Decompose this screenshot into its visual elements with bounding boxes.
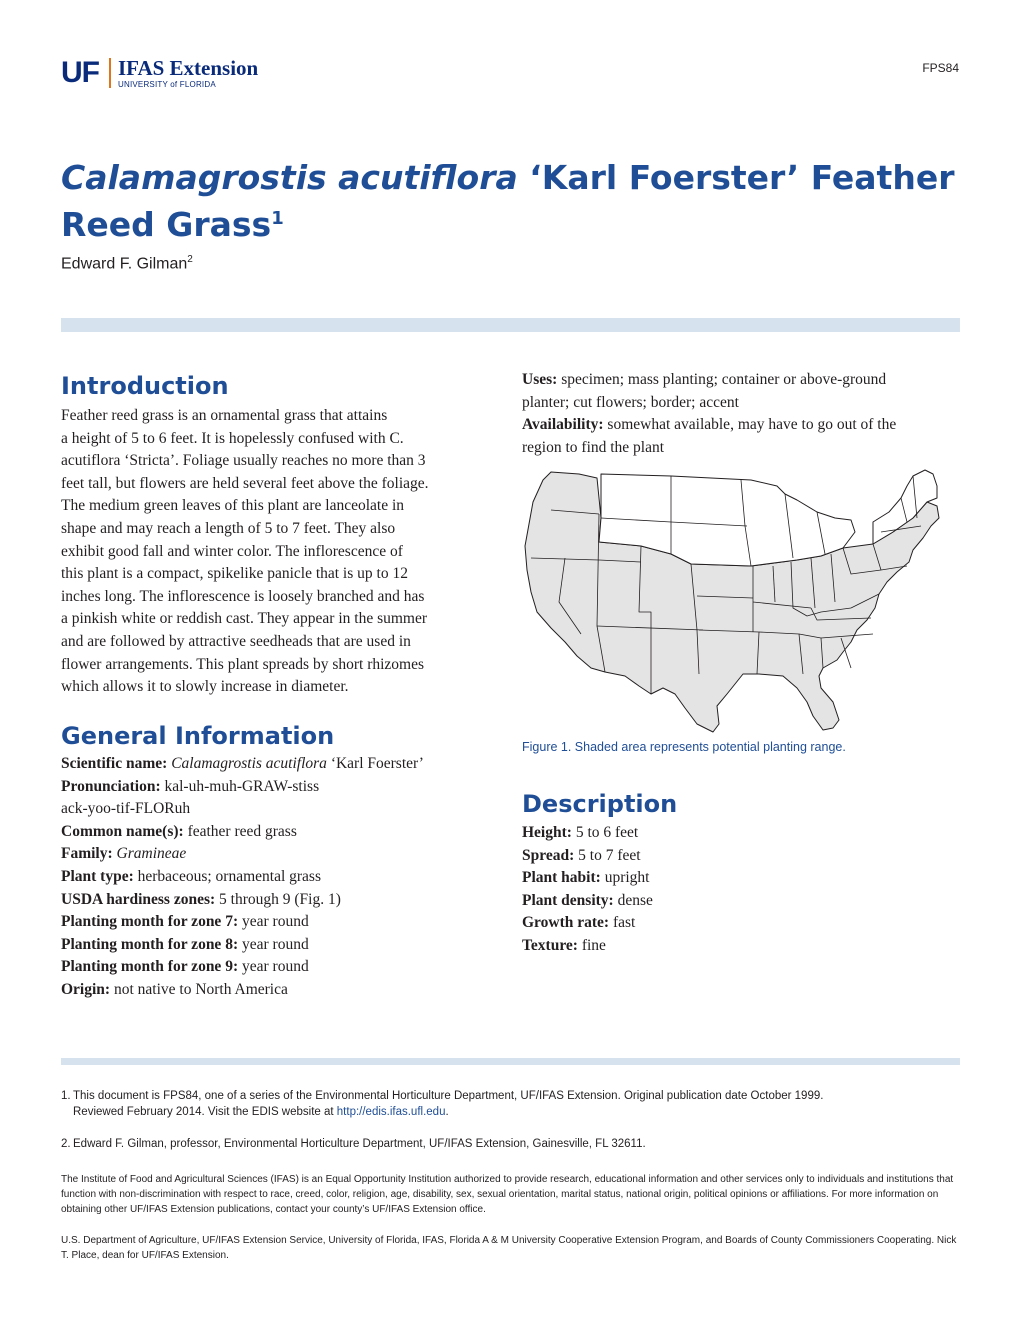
uses-availability bbox=[522, 369, 962, 459]
intro-line: feet tall, but flowers are held several feet above the foliage. bbox=[61, 474, 429, 492]
logo-university: UNIVERSITY of FLORIDA bbox=[118, 80, 216, 89]
title-scientific: Calamagrostis acutiflora bbox=[61, 158, 518, 197]
availability-row-2: region to find the plant bbox=[522, 438, 665, 456]
texture-label: Texture: bbox=[522, 936, 578, 954]
plant-density-row bbox=[522, 890, 962, 913]
document-number: FPS84 bbox=[922, 61, 959, 75]
us-map bbox=[525, 470, 939, 732]
spread-row bbox=[522, 845, 962, 868]
footnote-2 bbox=[61, 1136, 961, 1152]
plant-type-label: Plant type: bbox=[61, 867, 134, 885]
footnote-1 bbox=[61, 1088, 961, 1120]
zone8-label: Planting month for zone 8: bbox=[61, 935, 239, 953]
zone7-value: year round bbox=[241, 913, 309, 931]
spread-label: Spread: bbox=[522, 846, 575, 864]
footnote-2-text: Edward F. Gilman, professor, Environmental Horticulture Department, UF/IFAS Extension, Gainesville, FL 32611. bbox=[73, 1138, 646, 1150]
usda-statement: U.S. Department of Agriculture, UF/IFAS Extension Service, University of Florida, IFAS, Florida A & M University Cooperative Extension Program, and Boards of County Commissioners Cooperating. Nick T. Place, dean for UF/IFAS Extension. bbox=[61, 1235, 957, 1261]
footnote-2-number: 2. bbox=[61, 1138, 71, 1150]
growth-rate-row bbox=[522, 912, 962, 935]
equal-opportunity-statement: The Institute of Food and Agricultural Sciences (IFAS) is an Equal Opportunity Institution authorized to provide research, educational information and other services only to individuals and institutions that function with non-discrimination with respect to race, creed, color, religion, age, disability, sex, sexual orientation, marital status, national origin, political opinions or affiliations. For more information on obtaining other UF/IFAS Extension publications, contact your county’s UF/IFAS Extension office. bbox=[61, 1174, 954, 1215]
bottom-divider bbox=[61, 1058, 960, 1065]
common-name-row bbox=[61, 821, 501, 844]
intro-line: inches long. The inflorescence is loosely branched and has bbox=[61, 587, 425, 605]
intro-line: shape and may reach a length of 5 to 7 feet. They also bbox=[61, 519, 396, 537]
origin-row bbox=[61, 979, 501, 1002]
zone7-row bbox=[61, 911, 501, 934]
common-name-value: feather reed grass bbox=[187, 822, 297, 840]
general-information-list bbox=[61, 753, 501, 1002]
origin-value: not native to North America bbox=[113, 980, 288, 998]
author-footnote-mark: 2 bbox=[187, 254, 193, 265]
growth-rate-value: fast bbox=[612, 914, 636, 932]
intro-line: and are followed by attractive seedheads that are used in bbox=[61, 632, 411, 650]
plant-type-row bbox=[61, 866, 501, 889]
intro-line: exhibit good fall and winter color. The inflorescence of bbox=[61, 542, 403, 560]
cultivar-name: ‘Karl Foerster’ bbox=[326, 755, 424, 772]
plant-habit-row bbox=[522, 867, 962, 890]
author bbox=[61, 254, 193, 273]
intro-line: a pinkish white or reddish cast. They appear in the summer bbox=[61, 610, 428, 628]
uses-row bbox=[522, 369, 962, 392]
intro-line: Feather reed grass is an ornamental grass that attains bbox=[61, 407, 388, 424]
intro-line: which allows it to slowly increase in diameter. bbox=[61, 678, 349, 696]
pronunciation-label: Pronunciation: bbox=[61, 777, 161, 795]
zone7-label: Planting month for zone 7: bbox=[61, 913, 239, 931]
footnote-1-number: 1. bbox=[61, 1090, 71, 1102]
height-label: Height: bbox=[522, 824, 572, 841]
author-name: Edward F. Gilman bbox=[61, 255, 188, 273]
plant-type-value: herbaceous; ornamental grass bbox=[137, 867, 321, 885]
title-common: ‘Karl Foerster’ Feather Reed Grass bbox=[61, 158, 955, 244]
plant-density-value: dense bbox=[617, 891, 653, 909]
scientific-name-value: Calamagrostis acutiflora bbox=[171, 755, 327, 772]
uses-label: Uses: bbox=[522, 371, 558, 388]
availability-row bbox=[522, 414, 962, 437]
title-footnote-mark: 1 bbox=[271, 208, 284, 229]
zone8-row bbox=[61, 934, 501, 957]
zone9-label: Planting month for zone 9: bbox=[61, 958, 239, 976]
scientific-name-row bbox=[61, 753, 501, 776]
edis-link[interactable]: http://edis.ifas.ufl.edu bbox=[336, 1106, 446, 1118]
pronunciation-row-2: ack-yoo-tif-FLORuh bbox=[61, 800, 191, 818]
footnote-1-period: . bbox=[445, 1106, 449, 1118]
footnote-1-line-2 bbox=[61, 1104, 961, 1120]
zone8-value: year round bbox=[241, 935, 309, 953]
family-label: Family: bbox=[61, 845, 113, 863]
origin-label: Origin: bbox=[61, 980, 111, 998]
usda-zones-label: USDA hardiness zones: bbox=[61, 890, 216, 908]
availability-label: Availability: bbox=[522, 416, 604, 434]
spread-value: 5 to 7 feet bbox=[578, 846, 641, 864]
usda-zones-value: 5 through 9 (Fig. 1) bbox=[219, 890, 341, 908]
common-name-label: Common name(s): bbox=[61, 822, 184, 840]
intro-line: flower arrangements. This plant spreads by short rhizomes bbox=[61, 655, 425, 673]
figure-caption: Figure 1. Shaded area represents potential planting range. bbox=[522, 740, 846, 754]
scientific-name-label: Scientific name: bbox=[61, 755, 168, 772]
intro-line: The medium green leaves of this plant are lanceolate in bbox=[61, 497, 405, 515]
usda-zones-row bbox=[61, 889, 501, 912]
planting-range-map bbox=[521, 462, 961, 738]
family-value: Gramineae bbox=[116, 845, 187, 863]
height-row bbox=[522, 822, 962, 845]
page-title bbox=[61, 154, 961, 248]
pronunciation-value: kal-uh-muh-GRAW-stiss bbox=[164, 777, 320, 795]
footnote-1-line-1 bbox=[61, 1088, 961, 1104]
texture-value: fine bbox=[581, 936, 606, 954]
zone9-value: year round bbox=[241, 958, 309, 976]
intro-line: this plant is a compact, spikelike panicle that is up to 12 bbox=[61, 565, 408, 583]
description-heading: Description bbox=[522, 790, 678, 818]
logo-uf: UF bbox=[61, 56, 99, 89]
description-list bbox=[522, 822, 962, 958]
logo-ifas: IFAS Extension bbox=[118, 56, 259, 80]
uses-row-2: planter; cut flowers; border; accent bbox=[522, 393, 739, 411]
growth-rate-label: Growth rate: bbox=[522, 914, 610, 932]
zone9-row bbox=[61, 956, 501, 979]
family-row bbox=[61, 843, 501, 866]
uses-value: specimen; mass planting; container or above-ground bbox=[561, 371, 887, 388]
availability-value: somewhat available, may have to go out of the bbox=[607, 416, 897, 434]
intro-line: acutiflora ‘Stricta’. Foliage usually reaches no more than 3 bbox=[61, 452, 426, 470]
logo-divider bbox=[109, 58, 111, 88]
introduction-heading: Introduction bbox=[61, 372, 229, 400]
introduction-text bbox=[61, 405, 493, 699]
top-divider bbox=[61, 318, 960, 332]
footnote-1-text: This document is FPS84, one of a series of the Environmental Horticulture Department, UF/IFAS Extension. Original publication date October 1999. bbox=[73, 1090, 824, 1102]
texture-row bbox=[522, 935, 962, 958]
plant-habit-label: Plant habit: bbox=[522, 869, 601, 887]
ifas-extension-logo bbox=[61, 56, 276, 92]
plant-density-label: Plant density: bbox=[522, 891, 614, 909]
height-value: 5 to 6 feet bbox=[575, 824, 639, 841]
intro-line: a height of 5 to 6 feet. It is hopelessly confused with C. bbox=[61, 429, 404, 447]
general-information-heading: General Information bbox=[61, 722, 335, 750]
plant-habit-value: upright bbox=[604, 869, 650, 887]
footnote-1-text-2: Reviewed February 2014. Visit the EDIS website at bbox=[73, 1106, 337, 1118]
pronunciation-row bbox=[61, 776, 501, 799]
